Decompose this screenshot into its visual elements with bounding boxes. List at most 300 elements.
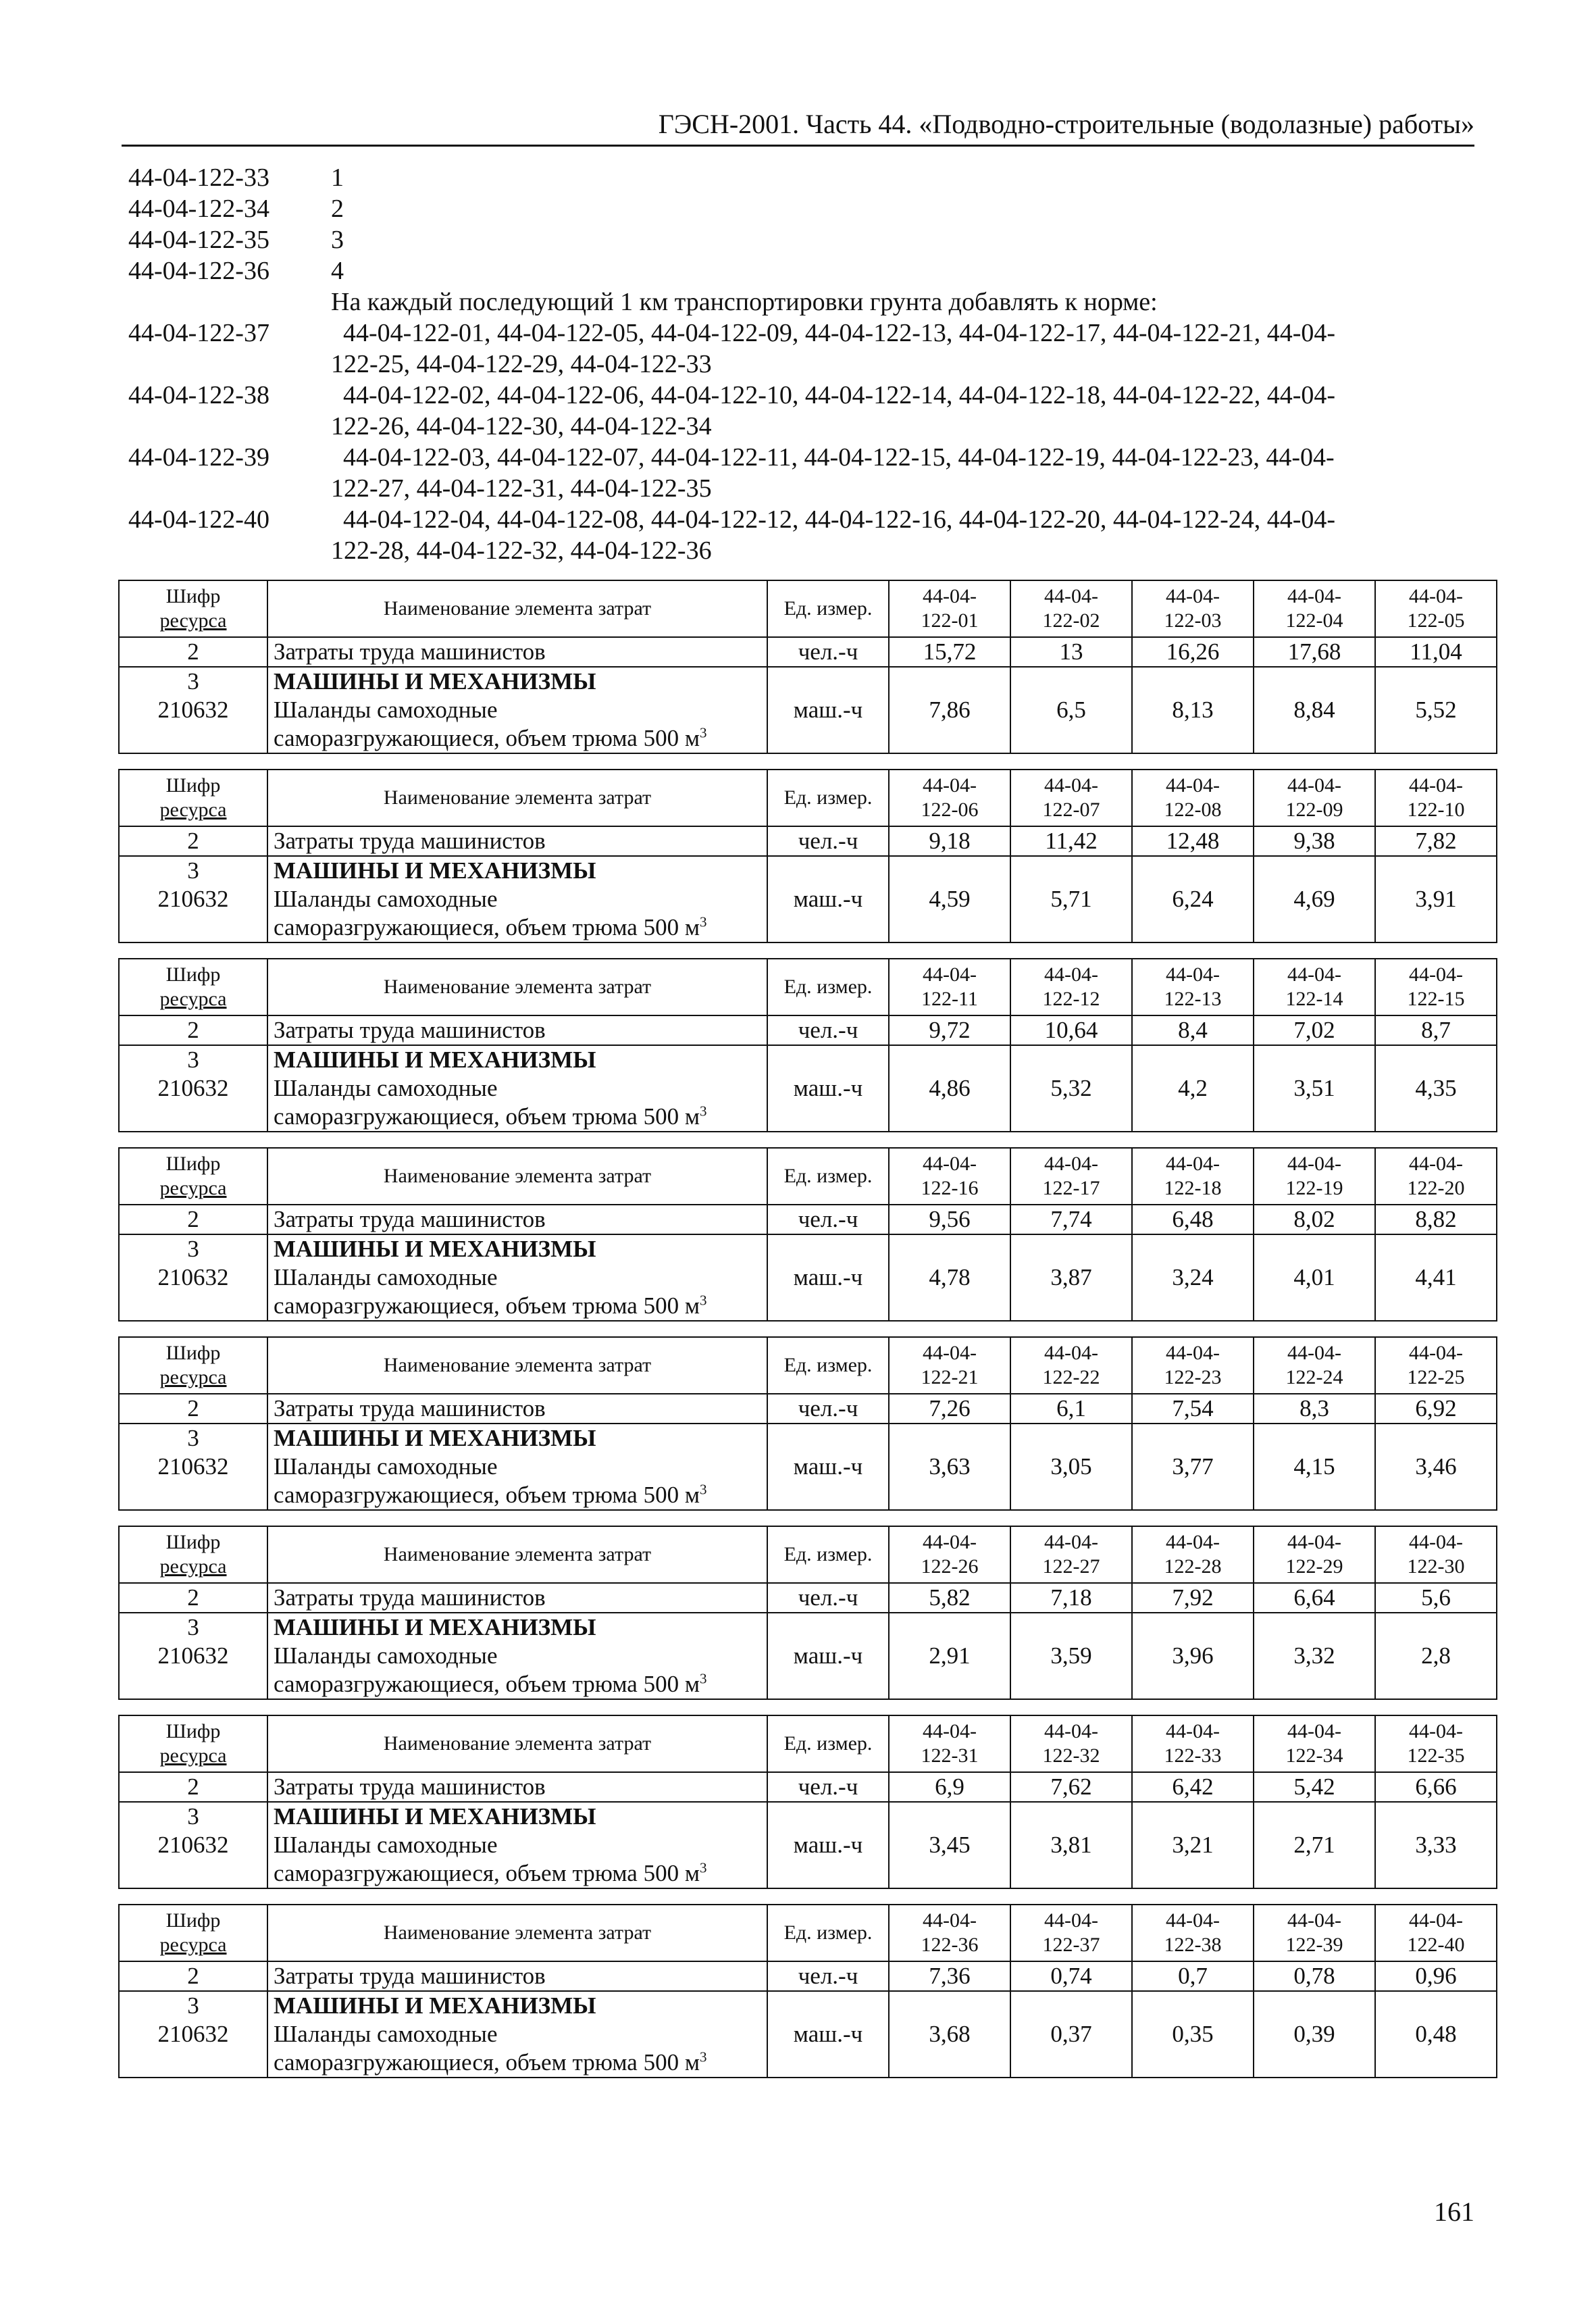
norm-code-part1: 44-04- [923, 1909, 977, 1932]
labor-value: 5,42 [1254, 1772, 1375, 1802]
labor-value: 5,82 [889, 1583, 1010, 1613]
spacer [125, 2048, 261, 2077]
labor-name: Затраты труда машинистов [267, 1583, 767, 1613]
ref-rows [128, 318, 1472, 566]
col-unit-header: Ед. измер. [767, 1148, 889, 1205]
machines-group-name: МАШИНЫ И МЕХАНИЗМЫ [274, 668, 596, 695]
ref-line: 44-04-122-03, 44-04-122-07, 44-04-122-11, 44-04-122-15, 44-04-122-19, 44-04-122-23, 44-04- [343, 443, 1335, 472]
unit-exponent: 3 [700, 2048, 707, 2065]
machine-value: 3,91 [1375, 856, 1497, 942]
norm-code: 44-04-122-33 [128, 164, 269, 192]
machine-value: 3,33 [1375, 1802, 1497, 1888]
ref-list [331, 380, 1472, 442]
norm-code-part2: 122-09 [1285, 799, 1343, 821]
machine-name-text: саморазгружающиеся, объем трюма 500 м [274, 1860, 700, 1886]
machines-group-code: 3 [187, 857, 199, 884]
ref-row [128, 504, 1472, 566]
machine-name-text: саморазгружающиеся, объем трюма 500 м [274, 914, 700, 940]
norm-code-part2: 122-07 [1042, 799, 1100, 821]
norm-code: 44-04-122-39 [128, 443, 269, 472]
col-norm-header [1375, 580, 1497, 637]
machine-name-text: саморазгружающиеся, объем трюма 500 м [274, 1671, 700, 1697]
norm-code-part1: 44-04- [923, 1720, 977, 1742]
machine-code: 210632 [157, 1075, 229, 1101]
machine-code: 210632 [157, 1642, 229, 1669]
table-header-row [119, 959, 1497, 1015]
labor-row [119, 1394, 1497, 1424]
table-header-row [119, 1905, 1497, 1961]
machine-unit: маш.-ч [767, 856, 889, 942]
labor-name: Затраты труда машинистов [267, 1394, 767, 1424]
machines-code-cell [119, 1613, 267, 1699]
labor-row [119, 1583, 1497, 1613]
machines-name-cell [267, 1424, 767, 1510]
col-code-l2: ресурса [159, 1744, 227, 1767]
labor-value: 7,92 [1132, 1583, 1254, 1613]
machine-unit: маш.-ч [767, 667, 889, 753]
machine-value: 4,69 [1254, 856, 1375, 942]
norm-code-part2: 122-05 [1407, 609, 1465, 632]
ref-list [331, 318, 1472, 380]
labor-value: 11,42 [1010, 826, 1132, 856]
table-header-row [119, 1148, 1497, 1205]
machines-name-cell [267, 1802, 767, 1888]
col-norm-header [889, 1526, 1010, 1583]
norm-code-part2: 122-21 [921, 1366, 979, 1388]
col-name-header: Наименование элемента затрат [267, 1715, 767, 1772]
machine-unit: маш.-ч [767, 1613, 889, 1699]
machine-value: 0,39 [1254, 1991, 1375, 2078]
norm-code-part2: 122-31 [921, 1744, 979, 1767]
machine-value: 0,48 [1375, 1991, 1497, 2078]
norm-code-part1: 44-04- [923, 585, 977, 607]
col-code-l2: ресурса [159, 1934, 227, 1956]
machine-value: 2,91 [889, 1613, 1010, 1699]
norm-value: 2 [331, 195, 344, 223]
labor-name: Затраты труда машинистов [267, 1772, 767, 1802]
machine-value: 4,41 [1375, 1234, 1497, 1321]
norm-code-part1: 44-04- [1409, 1342, 1463, 1364]
labor-row [119, 1772, 1497, 1802]
norm-code-part2: 122-15 [1407, 988, 1465, 1010]
norm-code-part1: 44-04- [1287, 1153, 1341, 1175]
norm-table [118, 580, 1497, 754]
machines-group-name: МАШИНЫ И МЕХАНИЗМЫ [274, 857, 596, 884]
norm-code-part2: 122-25 [1407, 1366, 1465, 1388]
machine-value: 3,51 [1254, 1045, 1375, 1132]
machines-group-name: МАШИНЫ И МЕХАНИЗМЫ [274, 1236, 596, 1262]
norm-code: 44-04-122-36 [128, 257, 269, 285]
machine-name-line1: Шаланды самоходные [274, 1832, 498, 1858]
labor-value: 9,38 [1254, 826, 1375, 856]
labor-row [119, 826, 1497, 856]
col-code-header [119, 959, 267, 1015]
spacer [125, 1859, 261, 1888]
machine-value: 4,2 [1132, 1045, 1254, 1132]
intro-section [128, 162, 1472, 566]
machine-name-line2 [274, 2048, 761, 2077]
machines-group-code: 3 [187, 668, 199, 695]
machine-value: 6,5 [1010, 667, 1132, 753]
labor-value: 6,1 [1010, 1394, 1132, 1424]
col-code-l2: ресурса [159, 1177, 227, 1199]
machines-group-name: МАШИНЫ И МЕХАНИЗМЫ [274, 1047, 596, 1073]
col-unit-header: Ед. измер. [767, 580, 889, 637]
machine-name-text: саморазгружающиеся, объем трюма 500 м [274, 1482, 700, 1508]
norm-code-part2: 122-24 [1285, 1366, 1343, 1388]
col-unit-header: Ед. измер. [767, 959, 889, 1015]
norm-code-part1: 44-04- [1166, 1531, 1220, 1553]
machines-row [119, 1802, 1497, 1888]
machine-name-line2 [274, 1103, 761, 1131]
col-code-l2: ресурса [159, 1555, 227, 1578]
machine-unit: маш.-ч [767, 1424, 889, 1510]
unit-exponent: 3 [700, 1859, 707, 1876]
labor-code: 2 [119, 826, 267, 856]
machine-code: 210632 [157, 697, 229, 723]
norm-code-part2: 122-39 [1285, 1934, 1343, 1956]
norm-code-part2: 122-18 [1164, 1177, 1222, 1199]
machine-value: 4,59 [889, 856, 1010, 942]
col-code-l1: Шифр [165, 1720, 221, 1742]
machine-value: 5,71 [1010, 856, 1132, 942]
page-number: 161 [1434, 2196, 1474, 2227]
norm-code-part2: 122-23 [1164, 1366, 1222, 1388]
machines-row [119, 1234, 1497, 1321]
machines-name-cell [267, 667, 767, 753]
norm-code-part1: 44-04- [1409, 1909, 1463, 1932]
col-code-header [119, 1715, 267, 1772]
machines-name-cell [267, 1045, 767, 1132]
norm-table [118, 958, 1497, 1132]
norm-code-part2: 122-33 [1164, 1744, 1222, 1767]
labor-row [119, 1205, 1497, 1234]
col-name-header: Наименование элемента затрат [267, 770, 767, 826]
machines-row [119, 1991, 1497, 2078]
norm-code-part2: 122-19 [1285, 1177, 1343, 1199]
norm-code-part1: 44-04- [1166, 963, 1220, 986]
col-name-header: Наименование элемента затрат [267, 580, 767, 637]
norm-code-part1: 44-04- [923, 1342, 977, 1364]
norm-code-part1: 44-04- [1409, 1720, 1463, 1742]
col-norm-header [1254, 770, 1375, 826]
col-norm-header [1375, 770, 1497, 826]
code-row [128, 193, 1472, 224]
unit-exponent: 3 [700, 1103, 707, 1120]
machines-code-cell [119, 856, 267, 942]
table-header-row [119, 1526, 1497, 1583]
col-norm-header [1254, 1715, 1375, 1772]
norm-code-part1: 44-04- [1166, 1720, 1220, 1742]
machines-group-code: 3 [187, 1425, 199, 1451]
col-norm-header [1254, 580, 1375, 637]
col-code-l2: ресурса [159, 609, 227, 632]
machine-name-line1: Шаланды самоходные [274, 1642, 498, 1669]
machines-group-name: МАШИНЫ И МЕХАНИЗМЫ [274, 1614, 596, 1640]
ref-line: 122-26, 44-04-122-30, 44-04-122-34 [331, 412, 712, 441]
labor-unit: чел.-ч [767, 1961, 889, 1991]
labor-unit: чел.-ч [767, 1394, 889, 1424]
norm-table [118, 769, 1497, 943]
col-unit-header: Ед. измер. [767, 1905, 889, 1961]
machine-name-line2 [274, 1292, 761, 1320]
col-name-header: Наименование элемента затрат [267, 1148, 767, 1205]
spacer [125, 913, 261, 942]
col-name-header: Наименование элемента затрат [267, 1337, 767, 1394]
labor-value: 7,82 [1375, 826, 1497, 856]
labor-value: 12,48 [1132, 826, 1254, 856]
labor-unit: чел.-ч [767, 637, 889, 667]
table-header-row [119, 1337, 1497, 1394]
machines-code-cell [119, 1234, 267, 1321]
ref-line: 44-04-122-01, 44-04-122-05, 44-04-122-09, 44-04-122-13, 44-04-122-17, 44-04-122-21, 44-04- [343, 319, 1336, 347]
col-norm-header [1375, 1526, 1497, 1583]
ref-line: 122-27, 44-04-122-31, 44-04-122-35 [331, 474, 712, 503]
machine-code: 210632 [157, 1832, 229, 1858]
norm-code-part1: 44-04- [1409, 1531, 1463, 1553]
machines-row [119, 856, 1497, 942]
col-norm-header [1254, 1905, 1375, 1961]
norm-code-part1: 44-04- [1166, 1342, 1220, 1364]
norm-code-part2: 122-32 [1042, 1744, 1100, 1767]
table-header-row [119, 770, 1497, 826]
norm-code-part1: 44-04- [1166, 585, 1220, 607]
machines-group-code: 3 [187, 1992, 199, 2019]
machine-value: 0,37 [1010, 1991, 1132, 2078]
norm-code-part1: 44-04- [1287, 1531, 1341, 1553]
machines-row [119, 1424, 1497, 1510]
labor-value: 8,3 [1254, 1394, 1375, 1424]
labor-value: 7,26 [889, 1394, 1010, 1424]
machines-name-cell [267, 1991, 767, 2078]
norm-code-part2: 122-13 [1164, 988, 1222, 1010]
machines-group-name: МАШИНЫ И МЕХАНИЗМЫ [274, 1425, 596, 1451]
norm-code-part1: 44-04- [1044, 1342, 1098, 1364]
machine-unit: маш.-ч [767, 1234, 889, 1321]
col-norm-header [1132, 1526, 1254, 1583]
norm-code-part2: 122-22 [1042, 1366, 1100, 1388]
labor-value: 11,04 [1375, 637, 1497, 667]
labor-unit: чел.-ч [767, 1015, 889, 1045]
machine-value: 3,32 [1254, 1613, 1375, 1699]
labor-code: 2 [119, 1961, 267, 1991]
norm-code-part1: 44-04- [923, 1531, 977, 1553]
col-norm-header [1375, 959, 1497, 1015]
norm-code-part2: 122-30 [1407, 1555, 1465, 1578]
norm-code-part2: 122-17 [1042, 1177, 1100, 1199]
norm-code-part1: 44-04- [1166, 774, 1220, 797]
machines-row [119, 667, 1497, 753]
col-norm-header [889, 1905, 1010, 1961]
code-row [128, 224, 1472, 255]
machine-name-text: саморазгружающиеся, объем трюма 500 м [274, 725, 700, 751]
ref-row [128, 380, 1472, 442]
col-code-header [119, 580, 267, 637]
norm-code-part2: 122-29 [1285, 1555, 1343, 1578]
machine-name-line2 [274, 913, 761, 942]
machines-row [119, 1045, 1497, 1132]
norm-table [118, 1147, 1497, 1322]
col-norm-header [889, 1337, 1010, 1394]
table-header-row [119, 580, 1497, 637]
labor-name: Затраты труда машинистов [267, 826, 767, 856]
machines-code-cell [119, 1991, 267, 2078]
machine-value: 3,81 [1010, 1802, 1132, 1888]
machine-value: 4,86 [889, 1045, 1010, 1132]
col-norm-header [1010, 1715, 1132, 1772]
labor-code: 2 [119, 1015, 267, 1045]
machine-unit: маш.-ч [767, 1045, 889, 1132]
labor-value: 15,72 [889, 637, 1010, 667]
machines-code-cell [119, 667, 267, 753]
col-norm-header [1010, 959, 1132, 1015]
labor-value: 7,62 [1010, 1772, 1132, 1802]
norm-code-part1: 44-04- [1287, 1909, 1341, 1932]
ref-line: 122-25, 44-04-122-29, 44-04-122-33 [331, 350, 712, 378]
note-text: На каждый последующий 1 км транспортировки грунта добавлять к норме: [331, 288, 1158, 316]
col-code-l1: Шифр [165, 963, 221, 986]
norm-code-part2: 122-37 [1042, 1934, 1100, 1956]
machine-value: 8,13 [1132, 667, 1254, 753]
norm-code-part2: 122-34 [1285, 1744, 1343, 1767]
col-norm-header [1010, 770, 1132, 826]
norm-code-part2: 122-26 [921, 1555, 979, 1578]
col-norm-header [1254, 959, 1375, 1015]
norm-code-part2: 122-16 [921, 1177, 979, 1199]
norm-code-part1: 44-04- [1409, 1153, 1463, 1175]
labor-name: Затраты труда машинистов [267, 637, 767, 667]
machine-value: 2,8 [1375, 1613, 1497, 1699]
col-norm-header [1375, 1905, 1497, 1961]
norm-code-part1: 44-04- [1287, 963, 1341, 986]
unit-exponent: 3 [700, 913, 707, 930]
col-norm-header [1132, 1905, 1254, 1961]
ref-list [331, 504, 1472, 566]
labor-value: 6,64 [1254, 1583, 1375, 1613]
machines-name-cell [267, 856, 767, 942]
norm-code-part2: 122-20 [1407, 1177, 1465, 1199]
machine-name-line1: Шаланды самоходные [274, 886, 498, 912]
col-code-header [119, 770, 267, 826]
norm-code-part2: 122-38 [1164, 1934, 1222, 1956]
col-name-header: Наименование элемента затрат [267, 1526, 767, 1583]
norm-code: 44-04-122-38 [128, 381, 269, 409]
machines-group-code: 3 [187, 1614, 199, 1640]
col-norm-header [1010, 1148, 1132, 1205]
machine-unit: маш.-ч [767, 1991, 889, 2078]
labor-row [119, 1015, 1497, 1045]
machine-name-line1: Шаланды самоходные [274, 1453, 498, 1480]
machine-value: 7,86 [889, 667, 1010, 753]
machine-value: 3,46 [1375, 1424, 1497, 1510]
machine-value: 3,05 [1010, 1424, 1132, 1510]
col-norm-header [1254, 1148, 1375, 1205]
col-name-header: Наименование элемента затрат [267, 1905, 767, 1961]
col-code-l2: ресурса [159, 1366, 227, 1388]
norm-code-part2: 122-06 [921, 799, 979, 821]
page-header: ГЭСН-2001. Часть 44. «Подводно-строительные (водолазные) работы» [122, 108, 1474, 147]
norm-code-part2: 122-03 [1164, 609, 1222, 632]
machine-value: 5,32 [1010, 1045, 1132, 1132]
machine-code: 210632 [157, 1264, 229, 1290]
machine-value: 3,96 [1132, 1613, 1254, 1699]
labor-value: 6,66 [1375, 1772, 1497, 1802]
norm-code-part1: 44-04- [1409, 963, 1463, 986]
labor-value: 6,9 [889, 1772, 1010, 1802]
machine-code: 210632 [157, 1453, 229, 1480]
col-norm-header [889, 1715, 1010, 1772]
labor-value: 13 [1010, 637, 1132, 667]
norm-code-part1: 44-04- [1409, 774, 1463, 797]
col-unit-header: Ед. измер. [767, 1526, 889, 1583]
machine-name-line2 [274, 724, 761, 753]
labor-value: 6,42 [1132, 1772, 1254, 1802]
machines-name-cell [267, 1234, 767, 1321]
labor-value: 17,68 [1254, 637, 1375, 667]
norm-code: 44-04-122-37 [128, 319, 269, 347]
norm-code-part1: 44-04- [1044, 774, 1098, 797]
col-norm-header [1132, 770, 1254, 826]
machines-group-name: МАШИНЫ И МЕХАНИЗМЫ [274, 1803, 596, 1830]
labor-code: 2 [119, 637, 267, 667]
col-norm-header [1132, 1337, 1254, 1394]
machines-group-code: 3 [187, 1803, 199, 1830]
machines-row [119, 1613, 1497, 1699]
machines-group-name: МАШИНЫ И МЕХАНИЗМЫ [274, 1992, 596, 2019]
norm-code-part2: 122-12 [1042, 988, 1100, 1010]
col-name-header: Наименование элемента затрат [267, 959, 767, 1015]
labor-unit: чел.-ч [767, 1772, 889, 1802]
labor-value: 7,18 [1010, 1583, 1132, 1613]
norm-value: 4 [331, 257, 344, 285]
machine-unit: маш.-ч [767, 1802, 889, 1888]
ref-line: 44-04-122-04, 44-04-122-08, 44-04-122-12, 44-04-122-16, 44-04-122-20, 44-04-122-24, 44-04- [343, 505, 1336, 534]
col-code-l2: ресурса [159, 799, 227, 821]
norm-tables [118, 580, 1496, 2093]
machine-value: 3,24 [1132, 1234, 1254, 1321]
norm-code-part2: 122-08 [1164, 799, 1222, 821]
col-norm-header [889, 959, 1010, 1015]
machine-value: 8,84 [1254, 667, 1375, 753]
norm-code: 44-04-122-35 [128, 226, 269, 254]
labor-name: Затраты труда машинистов [267, 1015, 767, 1045]
col-code-l1: Шифр [165, 1153, 221, 1175]
col-norm-header [1132, 580, 1254, 637]
machine-value: 5,52 [1375, 667, 1497, 753]
spacer [125, 724, 261, 753]
labor-code: 2 [119, 1394, 267, 1424]
norm-table [118, 1526, 1497, 1700]
labor-unit: чел.-ч [767, 1205, 889, 1234]
norm-code-part1: 44-04- [923, 963, 977, 986]
labor-value: 8,4 [1132, 1015, 1254, 1045]
machines-code-cell [119, 1045, 267, 1132]
labor-value: 7,54 [1132, 1394, 1254, 1424]
col-norm-header [1010, 580, 1132, 637]
norm-code-part1: 44-04- [1044, 1720, 1098, 1742]
norm-code: 44-04-122-34 [128, 195, 269, 223]
col-norm-header [1375, 1148, 1497, 1205]
code-rows [128, 162, 1472, 286]
machine-name-line2 [274, 1670, 761, 1699]
labor-value: 5,6 [1375, 1583, 1497, 1613]
spacer [125, 1292, 261, 1320]
machine-value: 3,77 [1132, 1424, 1254, 1510]
col-norm-header [889, 1148, 1010, 1205]
norm-code-part1: 44-04- [1166, 1153, 1220, 1175]
machine-name-line1: Шаланды самоходные [274, 2021, 498, 2047]
col-code-header [119, 1905, 267, 1961]
